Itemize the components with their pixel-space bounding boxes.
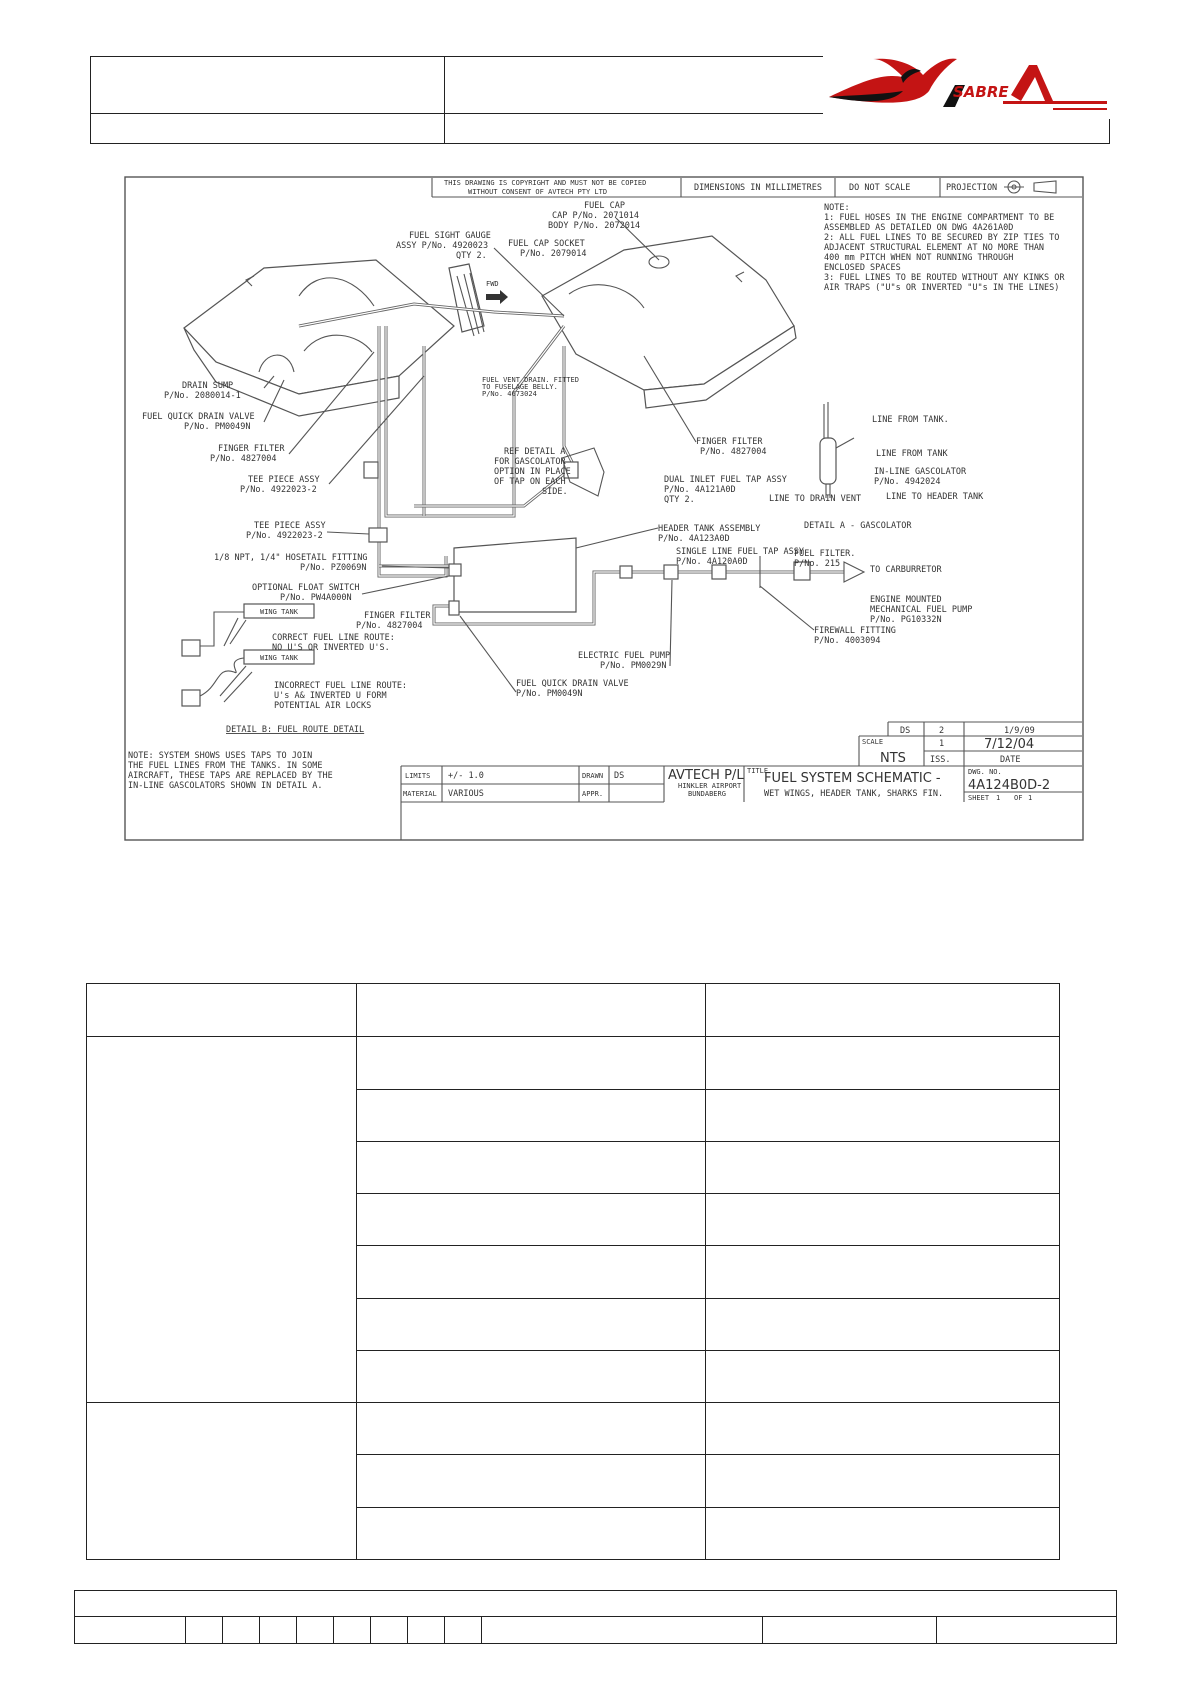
footer-revision-table — [74, 1590, 1117, 1644]
svg-text:P/No. PW4A000N: P/No. PW4A000N — [280, 593, 352, 603]
table-group-cell — [87, 1403, 357, 1560]
footer-cell — [223, 1617, 260, 1644]
svg-text:WING TANK: WING TANK — [260, 654, 298, 662]
svg-text:FINGER FILTER: FINGER FILTER — [218, 444, 285, 454]
svg-text:QTY 2.: QTY 2. — [456, 251, 487, 261]
svg-text:ENCLOSED SPACES: ENCLOSED SPACES — [824, 263, 901, 273]
svg-text:ELECTRIC FUEL PUMP: ELECTRIC FUEL PUMP — [578, 651, 671, 661]
detail-a-gascolator — [820, 402, 854, 498]
svg-text:NTS: NTS — [880, 751, 906, 766]
footer-row — [75, 1591, 1117, 1617]
table-cell — [706, 1089, 1060, 1141]
svg-text:AIRCRAFT, THESE TAPS ARE REPLA: AIRCRAFT, THESE TAPS ARE REPLACED BY THE — [128, 771, 333, 781]
svg-text:P/No. PZ0069N: P/No. PZ0069N — [300, 563, 367, 573]
right-wing-tank — [542, 236, 796, 408]
svg-text:FUEL QUICK DRAIN VALVE: FUEL QUICK DRAIN VALVE — [516, 679, 629, 689]
svg-text:OF TAP ON EACH: OF TAP ON EACH — [494, 477, 566, 487]
svg-text:3: FUEL LINES TO BE ROUTED WIT: 3: FUEL LINES TO BE ROUTED WITHOUT ANY KINKS OR — [824, 273, 1065, 283]
footer-cell — [482, 1617, 763, 1644]
drawing-title-block — [401, 722, 1082, 840]
svg-text:DUAL INLET FUEL TAP ASSY: DUAL INLET FUEL TAP ASSY — [664, 475, 787, 485]
table-cell — [356, 1507, 706, 1559]
table-cell — [706, 1507, 1060, 1559]
footer-row — [75, 1617, 1117, 1644]
svg-text:BODY P/No. 2072014: BODY P/No. 2072014 — [548, 221, 641, 231]
svg-text:FUEL SYSTEM SCHEMATIC -: FUEL SYSTEM SCHEMATIC - — [764, 771, 941, 786]
table-cell — [356, 1141, 706, 1193]
svg-text:INCORRECT FUEL LINE ROUTE:: INCORRECT FUEL LINE ROUTE: — [274, 681, 408, 691]
footer-cell — [371, 1617, 408, 1644]
svg-text:P/No. 2080014-1: P/No. 2080014-1 — [164, 391, 241, 401]
table-header-row — [87, 984, 1060, 1037]
svg-text:2: ALL FUEL LINES TO BE SECURE: 2: ALL FUEL LINES TO BE SECURED BY ZIP TIES TO — [824, 233, 1060, 243]
table-cell — [706, 1194, 1060, 1246]
svg-text:HEADER TANK ASSEMBLY: HEADER TANK ASSEMBLY — [658, 524, 761, 534]
fuel-sight-gauge — [449, 264, 508, 336]
svg-text:FUEL QUICK DRAIN VALVE: FUEL QUICK DRAIN VALVE — [142, 412, 255, 422]
svg-text:FIREWALL FITTING: FIREWALL FITTING — [814, 626, 896, 636]
footer-cell — [75, 1591, 1117, 1617]
svg-text:1: FUEL HOSES IN THE ENGINE CO: 1: FUEL HOSES IN THE ENGINE COMPARTMENT TO BE — [824, 213, 1055, 223]
svg-text:1: 1 — [939, 739, 945, 749]
svg-text:SCALE: SCALE — [862, 738, 884, 746]
svg-text:P/No. 4673024: P/No. 4673024 — [482, 390, 537, 398]
svg-text:CORRECT FUEL LINE ROUTE:: CORRECT FUEL LINE ROUTE: — [272, 633, 395, 643]
svg-text:P/No. 4A123A0D: P/No. 4A123A0D — [658, 534, 730, 544]
table-cell — [356, 1037, 706, 1089]
svg-text:P/No. 2079014: P/No. 2079014 — [520, 249, 587, 259]
svg-text:U's A& INVERTED U FORM: U's A& INVERTED U FORM — [274, 691, 387, 701]
copyright-line: THIS DRAWING IS COPYRIGHT AND MUST NOT BE COPIED — [444, 179, 647, 187]
svg-text:ASSY P/No. 4920023: ASSY P/No. 4920023 — [396, 241, 489, 251]
svg-text:HINKLER AIRPORT: HINKLER AIRPORT — [678, 782, 742, 790]
table-cell — [706, 1350, 1060, 1402]
footer-cell — [334, 1617, 371, 1644]
svg-text:REF DETAIL A: REF DETAIL A — [504, 447, 566, 457]
empty-data-table — [86, 983, 1060, 1560]
svg-text:P/No. 4827004: P/No. 4827004 — [356, 621, 423, 631]
svg-text:TEE PIECE ASSY: TEE PIECE ASSY — [254, 521, 326, 531]
svg-text:P/No. PM0049N: P/No. PM0049N — [516, 689, 583, 699]
table-cell — [356, 1089, 706, 1141]
svg-text:ASSEMBLED AS DETAILED ON DWG 4: ASSEMBLED AS DETAILED ON DWG 4A261A0D — [824, 223, 1014, 233]
svg-text:P/No. 4003094: P/No. 4003094 — [814, 636, 881, 646]
table-cell — [356, 1350, 706, 1402]
table-cell — [356, 1455, 706, 1507]
table-cell — [706, 1037, 1060, 1089]
svg-text:AVTECH P/L: AVTECH P/L — [668, 768, 744, 783]
svg-text:IN-LINE GASCOLATORS SHOWN IN D: IN-LINE GASCOLATORS SHOWN IN DETAIL A. — [128, 781, 323, 791]
svg-text:LINE FROM TANK.: LINE FROM TANK. — [872, 415, 949, 425]
svg-text:SHEET: SHEET — [968, 794, 990, 802]
svg-text:P/No. 4827004: P/No. 4827004 — [210, 454, 277, 464]
svg-text:FUEL FILTER.: FUEL FILTER. — [794, 549, 856, 559]
drawing-notes — [824, 203, 1065, 293]
document-header — [90, 56, 1110, 144]
footer-cell — [408, 1617, 445, 1644]
svg-text:OF: OF — [1014, 794, 1023, 802]
svg-text:SINGLE LINE FUEL TAP ASSY: SINGLE LINE FUEL TAP ASSY — [676, 547, 804, 557]
table-cell — [706, 1298, 1060, 1350]
footer-cell — [445, 1617, 482, 1644]
table-cell — [706, 1246, 1060, 1298]
svg-text:DATE: DATE — [1000, 755, 1021, 765]
table-cell — [356, 1298, 706, 1350]
table-cell — [706, 1141, 1060, 1193]
svg-text:NO U'S OR INVERTED U'S.: NO U'S OR INVERTED U'S. — [272, 643, 390, 653]
svg-text:2: 2 — [939, 726, 945, 736]
svg-text:P/No. PM0049N: P/No. PM0049N — [184, 422, 251, 432]
svg-text:WING TANK: WING TANK — [260, 608, 298, 616]
svg-text:4A124B0D-2: 4A124B0D-2 — [968, 778, 1051, 793]
svg-text:MATERIAL: MATERIAL — [403, 790, 437, 798]
table-cell — [356, 984, 706, 1037]
svg-text:1/8 NPT, 1/4" HOSETAIL FITTING: 1/8 NPT, 1/4" HOSETAIL FITTING — [214, 553, 368, 563]
footer-cell — [260, 1617, 297, 1644]
fuel-system-drawing — [124, 176, 1084, 841]
footer-cell — [297, 1617, 334, 1644]
table-cell — [706, 1455, 1060, 1507]
svg-text:P/No. PG10332N: P/No. PG10332N — [870, 615, 942, 625]
copyright-line: WITHOUT CONSENT OF AVTECH PTY LTD — [468, 188, 608, 196]
svg-text:1: 1 — [996, 794, 1001, 802]
svg-text:CAP P/No. 2071014: CAP P/No. 2071014 — [552, 211, 639, 221]
scale-note: DO NOT SCALE — [849, 183, 911, 193]
svg-text:P/No. PM0029N: P/No. PM0029N — [600, 661, 667, 671]
svg-text:DS: DS — [900, 726, 911, 736]
svg-text:NOTE:: NOTE: — [824, 203, 850, 213]
svg-text:ADJACENT STRUCTURAL ELEMENT AT: ADJACENT STRUCTURAL ELEMENT AT NO MORE THAN — [824, 243, 1045, 253]
svg-text:LIMITS: LIMITS — [405, 772, 431, 780]
svg-text:TITLE: TITLE — [747, 767, 769, 775]
svg-text:WET WINGS, HEADER TANK, SHARKS: WET WINGS, HEADER TANK, SHARKS FIN. — [764, 789, 944, 799]
svg-text:LINE TO DRAIN VENT: LINE TO DRAIN VENT — [769, 494, 862, 504]
svg-text:P/No. 4A121A0D: P/No. 4A121A0D — [664, 485, 736, 495]
svg-text:FUEL SIGHT GAUGE: FUEL SIGHT GAUGE — [409, 231, 491, 241]
header-divider — [444, 57, 445, 143]
svg-text:TEE PIECE ASSY: TEE PIECE ASSY — [248, 475, 320, 485]
table-row — [87, 1037, 1060, 1089]
svg-text:LINE FROM TANK: LINE FROM TANK — [876, 449, 948, 459]
footer-cell — [186, 1617, 223, 1644]
svg-text:FWD: FWD — [486, 280, 499, 288]
svg-text:QTY 2.: QTY 2. — [664, 495, 695, 505]
table-cell — [356, 1403, 706, 1455]
logo-text: SABRE — [953, 83, 1009, 101]
svg-text:IN-LINE GASCOLATOR: IN-LINE GASCOLATOR — [874, 467, 967, 477]
svg-text:DS: DS — [614, 771, 625, 781]
dimensions-note: DIMENSIONS IN MILLIMETRES — [694, 183, 822, 193]
footer-cell — [75, 1617, 186, 1644]
table-cell — [706, 1403, 1060, 1455]
svg-text:POTENTIAL AIR LOCKS: POTENTIAL AIR LOCKS — [274, 701, 372, 711]
svg-text:FUEL VENT DRAIN. FITTED: FUEL VENT DRAIN. FITTED — [482, 376, 579, 384]
svg-text:1: 1 — [1028, 794, 1033, 802]
footer-cell — [763, 1617, 937, 1644]
svg-text:NOTE: SYSTEM SHOWS USES TAPS T: NOTE: SYSTEM SHOWS USES TAPS TO JOIN — [128, 751, 313, 761]
svg-text:P/No. 4827004: P/No. 4827004 — [700, 447, 767, 457]
table-row — [87, 1403, 1060, 1455]
svg-text:P/No. 215: P/No. 215 — [794, 559, 841, 569]
svg-text:FINGER FILTER: FINGER FILTER — [364, 611, 431, 621]
svg-text:DWG. NO.: DWG. NO. — [968, 768, 1002, 776]
svg-text:BUNDABERG: BUNDABERG — [688, 790, 726, 798]
svg-text:APPR.: APPR. — [582, 790, 604, 798]
footer-cell — [937, 1617, 1117, 1644]
svg-text:OPTIONAL FLOAT SWITCH: OPTIONAL FLOAT SWITCH — [252, 583, 360, 593]
svg-text:+/- 1.0: +/- 1.0 — [448, 771, 484, 781]
svg-text:FUEL CAP: FUEL CAP — [584, 201, 625, 211]
svg-text:ISS.: ISS. — [930, 755, 951, 765]
svg-text:400 mm PITCH WHEN NOT RUNNING: 400 mm PITCH WHEN NOT RUNNING THROUGH — [824, 253, 1014, 263]
company-logo — [823, 51, 1111, 119]
svg-text:FINGER FILTER: FINGER FILTER — [696, 437, 763, 447]
svg-text:7/12/04: 7/12/04 — [984, 737, 1035, 752]
svg-text:DETAIL A - GASCOLATOR: DETAIL A - GASCOLATOR — [804, 521, 912, 531]
svg-text:TO CARBURRETOR: TO CARBURRETOR — [870, 565, 942, 575]
svg-text:TO FUSELAGE BELLY.: TO FUSELAGE BELLY. — [482, 383, 558, 391]
svg-text:AIR TRAPS ("U"s OR INVERTED "U: AIR TRAPS ("U"s OR INVERTED "U"s IN THE LINES) — [824, 283, 1060, 293]
svg-text:1/9/09: 1/9/09 — [1004, 726, 1035, 736]
svg-text:P/No. 4A120A0D: P/No. 4A120A0D — [676, 557, 748, 567]
svg-text:SIDE.: SIDE. — [542, 487, 568, 497]
svg-text:OPTION IN PLACE: OPTION IN PLACE — [494, 467, 571, 477]
svg-text:P/No. 4942024: P/No. 4942024 — [874, 477, 941, 487]
projection-label: PROJECTION — [946, 183, 998, 193]
table-cell — [356, 1246, 706, 1298]
svg-text:VARIOUS: VARIOUS — [448, 789, 484, 799]
tee-piece-icon — [369, 528, 387, 542]
table-group-cell — [87, 1037, 357, 1403]
svg-text:FUEL CAP SOCKET: FUEL CAP SOCKET — [508, 239, 585, 249]
svg-text:LINE TO HEADER TANK: LINE TO HEADER TANK — [886, 492, 984, 502]
svg-text:P/No. 4922023-2: P/No. 4922023-2 — [240, 485, 317, 495]
svg-text:P/No. 4922023-2: P/No. 4922023-2 — [246, 531, 323, 541]
table-cell — [356, 1194, 706, 1246]
table-cell — [87, 984, 357, 1037]
svg-text:DRAWN: DRAWN — [582, 772, 604, 780]
svg-text:FOR GASCOLATOR: FOR GASCOLATOR — [494, 457, 566, 467]
svg-text:THE FUEL LINES FROM THE TANKS.: THE FUEL LINES FROM THE TANKS. IN SOME — [128, 761, 323, 771]
table-cell — [706, 984, 1060, 1037]
svg-text:ENGINE MOUNTED: ENGINE MOUNTED — [870, 595, 942, 605]
drawing-top-strip — [432, 178, 1082, 197]
svg-text:MECHANICAL FUEL PUMP: MECHANICAL FUEL PUMP — [870, 605, 973, 615]
svg-text:DRAIN SUMP: DRAIN SUMP — [182, 381, 234, 391]
svg-text:DETAIL B: FUEL ROUTE DETAIL: DETAIL B: FUEL ROUTE DETAIL — [226, 725, 365, 735]
